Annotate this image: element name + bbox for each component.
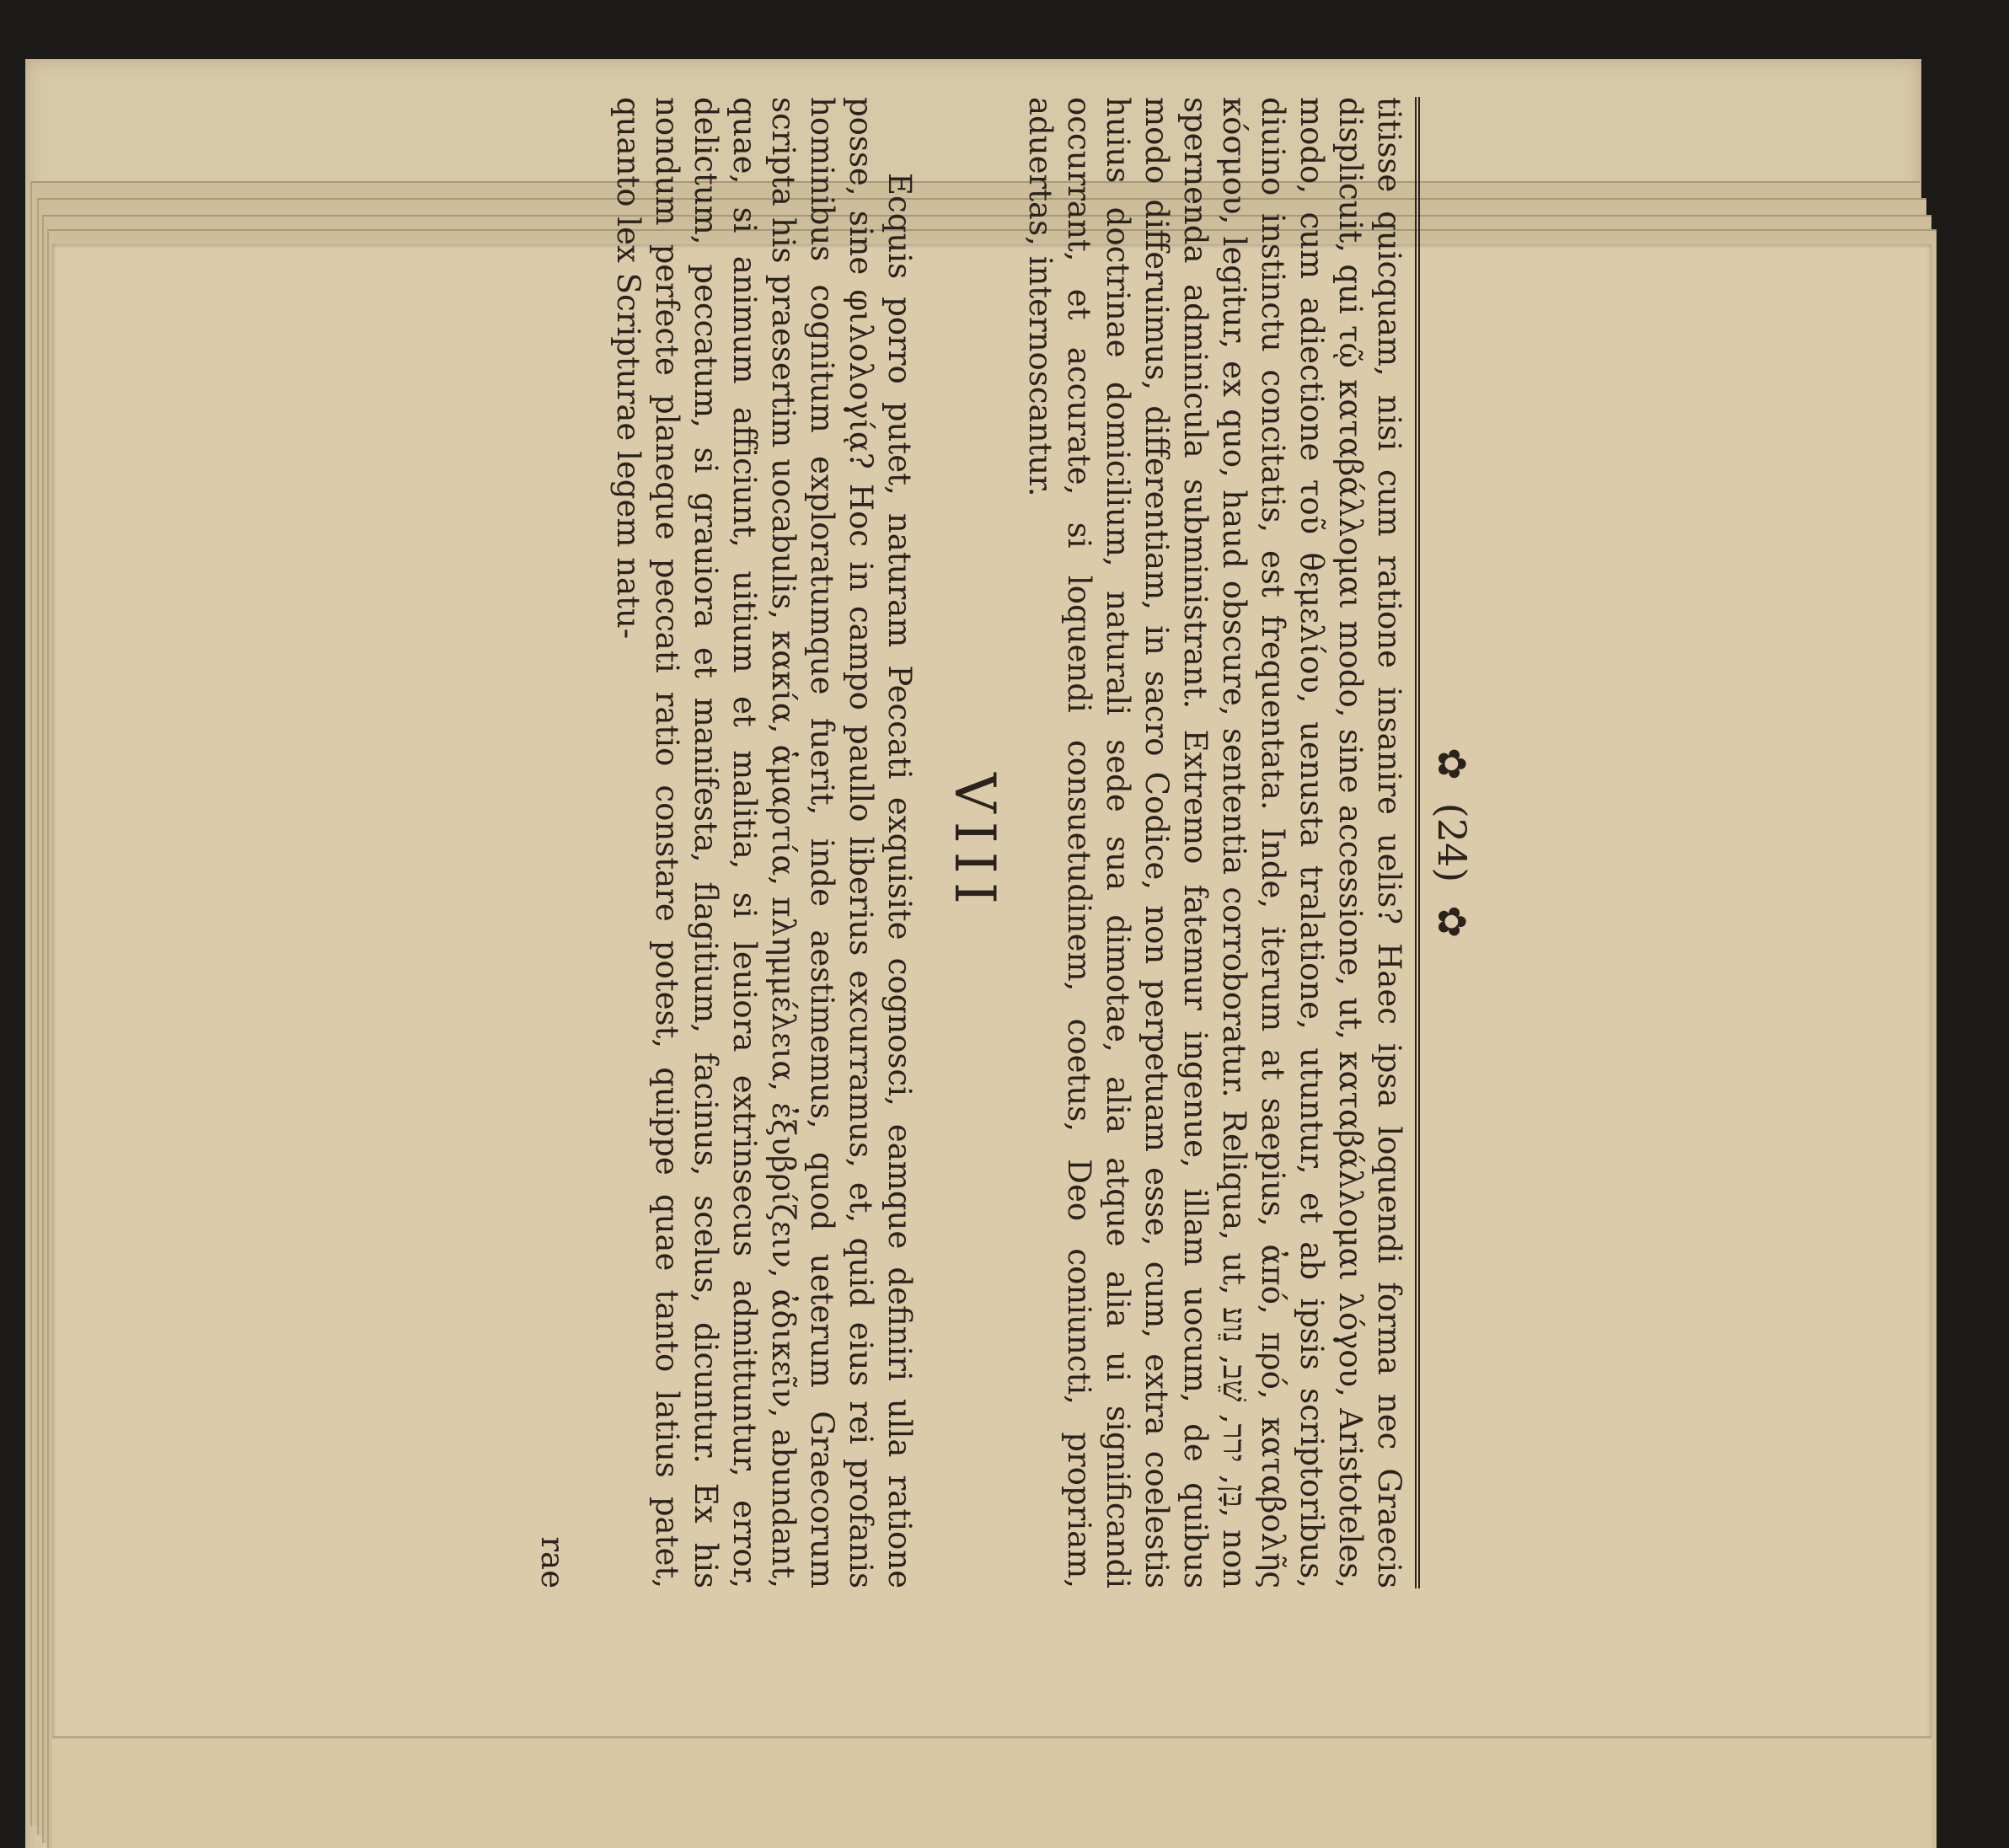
paragraph-2: Ecquis porro putet, naturam Peccati exquisite cognosci, eamque definiri ulla ratione posse, sine φιλολογίᾳ? Hoc in campo paullo liberius excurramus, et, quid eius rei profanis hominibus cognitum exploratumque fuerit, inde aestimemus, quod ueterum Graecorum scripta his praesertim uocabulis, κακία, ἁμαρτία, πλημμέλεια, ἐξυβρίζειν, ἀδικεῖν, abundant, quae, si animum afficiunt, uitium et malitia, si leuiora extrinsecus admittuntur, error, delictum, peccatum, si grauiora et manifesta, flagitium, facinus, scelus, dicuntur. Ex his nondum perfecte planeque peccati ratio constare potest, quippe quae tanto latius patet, quanto lex Scripturae legem natu- xyxy=(610,97,918,1588)
page-number: (24) xyxy=(1429,802,1475,883)
flower-ornament-icon: ✿ xyxy=(1429,747,1475,780)
section-heading: VIII xyxy=(942,773,1007,913)
page-header xyxy=(1415,97,1479,1588)
catchword: rae xyxy=(534,1536,571,1588)
flower-ornament-icon: ✿ xyxy=(1429,905,1475,938)
paragraph-1: titisse quicquam, nisi cum ratione insanire uelis? Haec ipsa loquendi forma nec Graecis displicuit, qui τῷ καταβάλλομαι modo, sine accessione, ut, καταβάλλομαι λόγου, Aristoteles, modo, cum adiectione τοῦ θεμελίου, uenusta tralatione, utuntur, et ab ipsis scriptoribus, diuino instinctu concitatis, est frequentata. Inde, iterum at saepius, ἀπό, πρό, καταβολῆς κόσμου, legitur, ex quo, haud obscure, sententia corroboratur. Reliqua, ut, בָּן, ירר, שֵׁב, נֵוע, non spernenda adminicula subministrant. Extremo fatemur ingenue, illam uocum, de quibus modo differuimus, differentiam, in sacro Codice, non perpetuam esse, cum, extra coelestis huius doctrinae domicilium, naturali sede sua dimotae, alia atque alia ui significandi occurrant, et accurate, si loquendi consuetudinem, coetus, Deo coniuncti, propriam, aduertas, internoscantur. xyxy=(1022,97,1407,1588)
next-leaf xyxy=(52,1736,1931,1848)
page-text-block xyxy=(535,97,1479,1588)
